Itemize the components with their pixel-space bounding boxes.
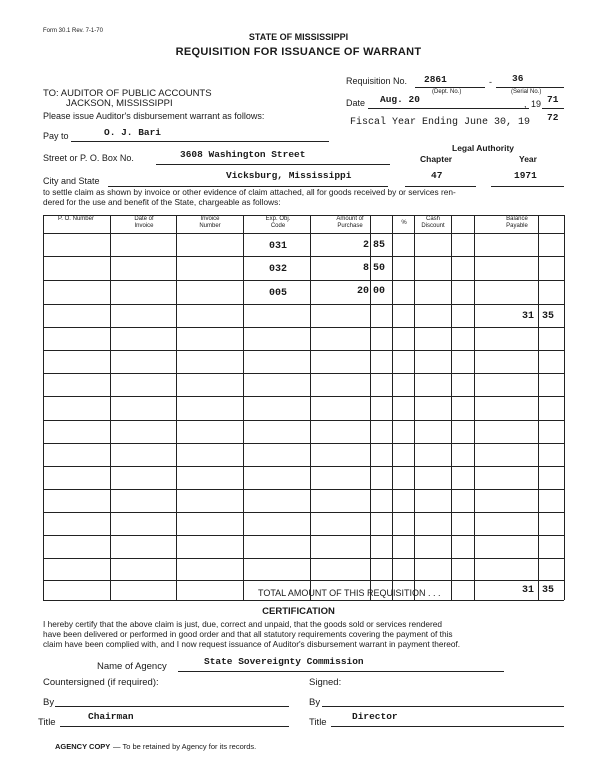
chapter-value: 47 (431, 170, 443, 181)
table-column-rule (538, 215, 539, 600)
row-1-amount-dollars: 2 (362, 240, 369, 251)
table-column-rule (564, 215, 565, 600)
table-column-rule (243, 215, 244, 600)
table-row-rule (43, 256, 564, 257)
row-1-code: 031 (268, 241, 287, 252)
row-3-code: 005 (268, 288, 287, 299)
header-amount-of-purchase: Amount of Purchase (336, 216, 364, 229)
table-row-rule (43, 466, 564, 467)
by-label-left: By (43, 697, 55, 708)
by-label-right: By (309, 697, 321, 708)
serial-no-caption: (Serial No.) (511, 89, 542, 95)
row-2-code: 032 (268, 264, 287, 275)
table-row-rule (43, 304, 564, 305)
serial-no-value: 36 (512, 73, 524, 84)
certification-line-2: have been delivered or performed in good order and that all statutory requirements covering the payment of this (43, 629, 453, 639)
table-row-rule (43, 600, 564, 601)
form-number: Form 30.1 Rev. 7-1-70 (43, 28, 103, 34)
table-row-rule (43, 350, 564, 351)
total-label: TOTAL AMOUNT OF THIS REQUISITION . . . (258, 588, 441, 598)
dept-no-caption: (Dept. No.) (432, 89, 462, 95)
table-column-rule (110, 215, 111, 600)
table-row-rule (43, 396, 564, 397)
dept-no-value: 2861 (424, 74, 447, 85)
header-date-of-invoice: Date of Invoice (134, 216, 154, 229)
chapter-label: Chapter (420, 154, 453, 164)
pay-to-value: O. J. Bari (104, 127, 162, 138)
header-balance-payable: Balance Payable (506, 216, 528, 229)
date-value: Aug. 20 (380, 94, 420, 105)
header-invoice-number: Invoice Number (199, 216, 221, 229)
city-label: City and State (43, 176, 100, 186)
fiscal-value: 72 (547, 112, 559, 123)
settle-text-1: to settle claim as shown by invoice or other evidence of claim attached, all for goods received by or services ren- (43, 187, 456, 197)
table-row-rule (43, 558, 564, 559)
requisition-label: Requisition No. (346, 76, 408, 86)
street-label: Street or P. O. Box No. (43, 153, 134, 163)
date-label: Date (346, 98, 366, 108)
date-year-prefix: 19 (531, 99, 542, 109)
table-column-rule (43, 215, 44, 600)
instruction-text: Please issue Auditor's disbursement warrant as follows: (43, 111, 265, 121)
table-row-rule (43, 535, 564, 536)
pay-to-label: Pay to (43, 131, 69, 141)
table-row-rule (43, 420, 564, 421)
table-row-rule (43, 373, 564, 374)
title-left-value: Chairman (88, 711, 134, 722)
title-label-right: Title (309, 717, 327, 728)
header-exp-obj-code: Exp. Obj. Code (265, 216, 291, 229)
auditor-city: JACKSON, MISSISSIPPI (66, 98, 173, 109)
row-3-amount-dollars: 20 (356, 286, 369, 297)
table-column-rule (414, 215, 415, 600)
table-column-rule (451, 215, 452, 600)
certification-heading: CERTIFICATION (262, 606, 335, 617)
table-row-rule (43, 489, 564, 490)
agency-copy-text: — To be retained by Agency for its records. (113, 742, 257, 751)
balance-dollars: 31 (521, 311, 534, 322)
date-year-comma: , (524, 99, 527, 109)
table-column-rule (392, 215, 393, 600)
agency-copy-label: AGENCY COPY (55, 742, 111, 751)
total-cents: 35 (542, 585, 555, 596)
certification-line-1: I hereby certify that the above claim is just, due, correct and unpaid, that the goods sold or services rendered (43, 619, 442, 629)
header-percent: % (401, 220, 407, 226)
city-value: Vicksburg, Mississippi (226, 170, 352, 181)
requisition-dash: - (489, 77, 492, 87)
settle-text-2: dered for the use and benefit of the State, chargeable as follows: (43, 197, 281, 207)
table-column-rule (474, 215, 475, 600)
certification-line-3: claim have been complied with, and I now request issuance of Auditor's disbursement warrant in payment thereof. (43, 639, 461, 649)
table-row-rule (43, 443, 564, 444)
row-1-amount-cents: 85 (373, 240, 386, 251)
row-2-amount-dollars: 8 (362, 263, 369, 274)
title-right-value: Director (352, 711, 398, 722)
row-3-amount-cents: 00 (373, 286, 386, 297)
table-column-rule (370, 215, 371, 600)
header-cash-discount: Cash Discount (421, 216, 445, 229)
title-label-left: Title (38, 717, 56, 728)
table-row-rule (43, 580, 564, 581)
table-row-rule (43, 512, 564, 513)
countersigned-label: Countersigned (if required): (43, 677, 159, 688)
to-auditor: TO: AUDITOR OF PUBLIC ACCOUNTS (43, 88, 212, 99)
state-heading: STATE OF MISSISSIPPI (248, 32, 349, 42)
agency-name-value: State Sovereignty Commission (204, 656, 364, 667)
table-row-rule (43, 280, 564, 281)
header-po-number: P. O. Number (58, 216, 94, 222)
form-title: REQUISITION FOR ISSUANCE OF WARRANT (175, 46, 422, 58)
row-2-amount-cents: 50 (373, 263, 386, 274)
table-column-rule (176, 215, 177, 600)
table-row-rule (43, 327, 564, 328)
total-dollars: 31 (521, 585, 534, 596)
date-year-value: 71 (547, 94, 559, 105)
signed-label: Signed: (309, 677, 342, 688)
legal-authority-label: Legal Authority (452, 143, 515, 153)
balance-cents: 35 (542, 311, 555, 322)
agency-name-label: Name of Agency (97, 661, 167, 672)
street-value: 3608 Washington Street (180, 149, 306, 160)
year-label: Year (519, 154, 537, 164)
legal-year-value: 1971 (514, 170, 537, 181)
table-column-rule (310, 215, 311, 600)
fiscal-label: Fiscal Year Ending June 30, 19 (350, 117, 531, 128)
